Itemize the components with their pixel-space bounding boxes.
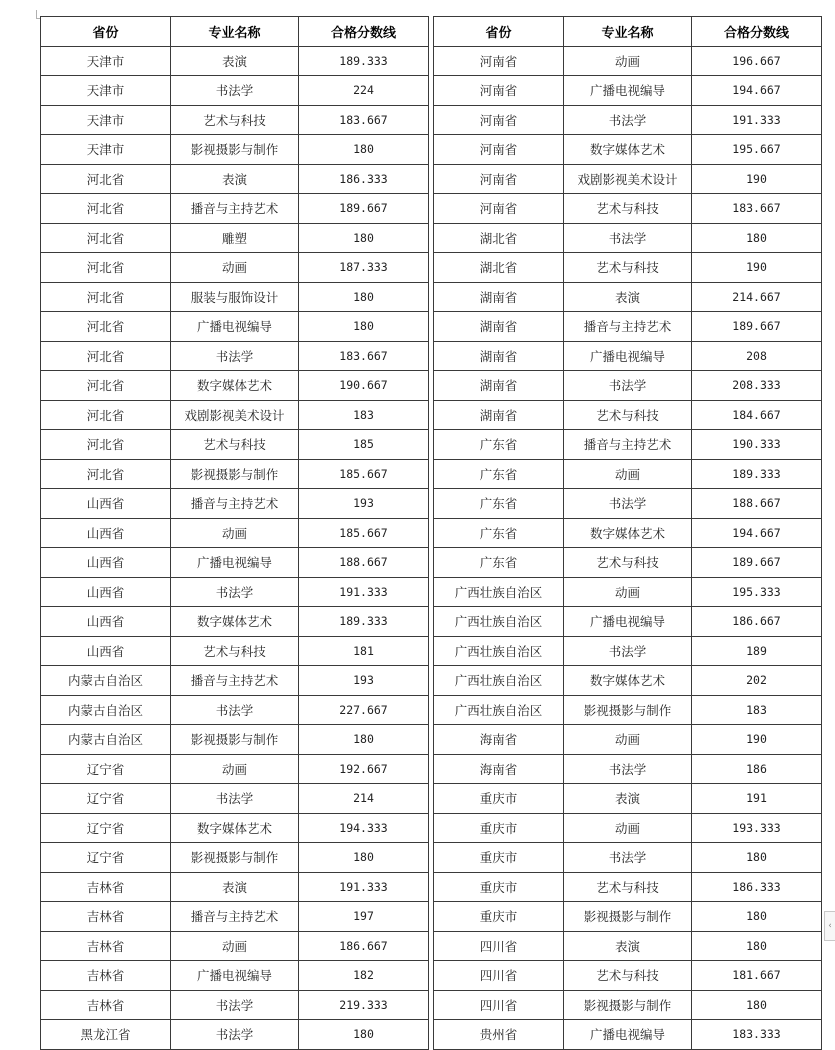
cell-province: 湖南省 xyxy=(434,371,564,401)
table-row xyxy=(41,341,429,371)
cell-score: 194.333 xyxy=(299,813,429,843)
cell-score: 202 xyxy=(692,666,822,696)
cell-major: 艺术与科技 xyxy=(564,194,692,224)
cell-province: 河北省 xyxy=(41,164,171,194)
cell-major: 书法学 xyxy=(564,489,692,519)
cell-score: 180 xyxy=(692,990,822,1020)
table-row xyxy=(434,518,822,548)
cell-score: 188.667 xyxy=(299,548,429,578)
cell-province: 天津市 xyxy=(41,76,171,106)
cell-major: 艺术与科技 xyxy=(171,430,299,460)
cell-province: 河北省 xyxy=(41,341,171,371)
cell-major: 播音与主持艺术 xyxy=(564,430,692,460)
table-row xyxy=(41,253,429,283)
cell-score: 193.333 xyxy=(692,813,822,843)
table-row xyxy=(434,341,822,371)
table-row xyxy=(41,636,429,666)
cell-province: 广西壮族自治区 xyxy=(434,577,564,607)
cell-province: 湖南省 xyxy=(434,282,564,312)
table-row xyxy=(434,961,822,991)
cell-major: 动画 xyxy=(171,931,299,961)
cell-major: 动画 xyxy=(171,518,299,548)
cell-score: 191.333 xyxy=(692,105,822,135)
cell-major: 表演 xyxy=(171,46,299,76)
table-row xyxy=(434,282,822,312)
table-row xyxy=(41,577,429,607)
table-row xyxy=(41,371,429,401)
cell-province: 广西壮族自治区 xyxy=(434,607,564,637)
score-table-right-body xyxy=(434,46,822,1049)
cell-province: 贵州省 xyxy=(434,1020,564,1050)
cell-province: 山西省 xyxy=(41,607,171,637)
cell-score: 183.667 xyxy=(692,194,822,224)
table-row xyxy=(41,282,429,312)
cell-province: 海南省 xyxy=(434,754,564,784)
table-row xyxy=(434,695,822,725)
cell-score: 180 xyxy=(299,843,429,873)
table-row xyxy=(41,1020,429,1050)
cell-major: 播音与主持艺术 xyxy=(564,312,692,342)
header-major: 专业名称 xyxy=(171,17,299,47)
cell-major: 动画 xyxy=(564,577,692,607)
cell-province: 重庆市 xyxy=(434,784,564,814)
cell-score: 187.333 xyxy=(299,253,429,283)
cell-province: 河北省 xyxy=(41,312,171,342)
cell-score: 182 xyxy=(299,961,429,991)
cell-score: 180 xyxy=(299,312,429,342)
cell-score: 189.333 xyxy=(299,46,429,76)
cell-province: 河北省 xyxy=(41,223,171,253)
table-row xyxy=(434,105,822,135)
cell-major: 艺术与科技 xyxy=(564,253,692,283)
cell-score: 195.667 xyxy=(692,135,822,165)
cell-province: 河北省 xyxy=(41,253,171,283)
cell-province: 海南省 xyxy=(434,725,564,755)
cell-province: 湖南省 xyxy=(434,400,564,430)
cell-score: 183 xyxy=(692,695,822,725)
cell-major: 表演 xyxy=(171,872,299,902)
cell-major: 书法学 xyxy=(564,843,692,873)
table-row xyxy=(434,607,822,637)
cell-major: 戏剧影视美术设计 xyxy=(171,400,299,430)
table-row xyxy=(434,725,822,755)
cell-major: 数字媒体艺术 xyxy=(564,135,692,165)
cell-major: 数字媒体艺术 xyxy=(564,666,692,696)
cell-score: 189.667 xyxy=(692,548,822,578)
cell-score: 188.667 xyxy=(692,489,822,519)
table-row xyxy=(434,577,822,607)
table-row xyxy=(434,990,822,1020)
cell-province: 河北省 xyxy=(41,282,171,312)
cell-province: 广西壮族自治区 xyxy=(434,636,564,666)
cell-province: 湖南省 xyxy=(434,341,564,371)
table-row xyxy=(41,990,429,1020)
cell-score: 183.333 xyxy=(692,1020,822,1050)
cell-province: 山西省 xyxy=(41,548,171,578)
cell-province: 河北省 xyxy=(41,400,171,430)
cell-major: 表演 xyxy=(564,784,692,814)
cell-major: 书法学 xyxy=(171,990,299,1020)
cell-major: 艺术与科技 xyxy=(171,105,299,135)
table-row xyxy=(434,902,822,932)
cell-province: 广东省 xyxy=(434,459,564,489)
table-row xyxy=(434,371,822,401)
cell-score: 191 xyxy=(692,784,822,814)
cell-province: 河南省 xyxy=(434,135,564,165)
cell-major: 艺术与科技 xyxy=(564,961,692,991)
cell-major: 书法学 xyxy=(564,754,692,784)
cell-score: 185 xyxy=(299,430,429,460)
cell-score: 186.333 xyxy=(692,872,822,902)
cell-major: 动画 xyxy=(564,725,692,755)
cell-score: 189.333 xyxy=(299,607,429,637)
cell-score: 181 xyxy=(299,636,429,666)
cell-major: 艺术与科技 xyxy=(564,872,692,902)
cell-score: 180 xyxy=(692,931,822,961)
cell-major: 播音与主持艺术 xyxy=(171,489,299,519)
cell-province: 广西壮族自治区 xyxy=(434,695,564,725)
score-table-right xyxy=(433,16,822,1050)
cell-province: 山西省 xyxy=(41,577,171,607)
cell-score: 180 xyxy=(692,223,822,253)
cell-score: 208.333 xyxy=(692,371,822,401)
table-row xyxy=(41,784,429,814)
cell-province: 吉林省 xyxy=(41,990,171,1020)
cell-major: 数字媒体艺术 xyxy=(171,607,299,637)
cell-major: 书法学 xyxy=(171,784,299,814)
table-row xyxy=(434,164,822,194)
cell-score: 180 xyxy=(692,902,822,932)
table-row xyxy=(434,194,822,224)
table-row xyxy=(41,518,429,548)
cell-major: 广播电视编导 xyxy=(171,312,299,342)
cell-score: 186.667 xyxy=(692,607,822,637)
cell-province: 重庆市 xyxy=(434,872,564,902)
cell-score: 180 xyxy=(299,223,429,253)
cell-major: 书法学 xyxy=(171,76,299,106)
cell-score: 180 xyxy=(299,282,429,312)
header-score: 合格分数线 xyxy=(692,17,822,47)
cell-major: 书法学 xyxy=(171,577,299,607)
cell-score: 194.667 xyxy=(692,76,822,106)
table-row xyxy=(41,695,429,725)
cell-province: 黑龙江省 xyxy=(41,1020,171,1050)
cell-major: 艺术与科技 xyxy=(564,548,692,578)
cell-province: 河南省 xyxy=(434,164,564,194)
cell-major: 播音与主持艺术 xyxy=(171,194,299,224)
table-row xyxy=(41,666,429,696)
table-row xyxy=(41,931,429,961)
table-row xyxy=(434,872,822,902)
table-row xyxy=(434,46,822,76)
table-row xyxy=(434,430,822,460)
cell-major: 广播电视编导 xyxy=(171,961,299,991)
cell-score: 190.333 xyxy=(692,430,822,460)
cell-major: 影视摄影与制作 xyxy=(564,695,692,725)
table-row xyxy=(41,194,429,224)
cell-score: 180 xyxy=(299,135,429,165)
cell-major: 影视摄影与制作 xyxy=(171,459,299,489)
cell-major: 广播电视编导 xyxy=(171,548,299,578)
cell-major: 影视摄影与制作 xyxy=(564,990,692,1020)
cell-score: 191.333 xyxy=(299,577,429,607)
table-row xyxy=(434,223,822,253)
cell-score: 189 xyxy=(692,636,822,666)
cell-province: 山西省 xyxy=(41,636,171,666)
table-row xyxy=(434,489,822,519)
table-row xyxy=(41,430,429,460)
cell-score: 190.667 xyxy=(299,371,429,401)
table-row xyxy=(41,902,429,932)
cell-major: 服装与服饰设计 xyxy=(171,282,299,312)
header-major: 专业名称 xyxy=(564,17,692,47)
score-table-left xyxy=(40,16,429,1050)
cell-major: 书法学 xyxy=(171,695,299,725)
cell-province: 广东省 xyxy=(434,548,564,578)
cell-score: 190 xyxy=(692,253,822,283)
cell-province: 四川省 xyxy=(434,990,564,1020)
cell-province: 内蒙古自治区 xyxy=(41,695,171,725)
cell-province: 山西省 xyxy=(41,489,171,519)
table-row xyxy=(434,312,822,342)
cell-major: 雕塑 xyxy=(171,223,299,253)
cell-score: 186 xyxy=(692,754,822,784)
cell-major: 播音与主持艺术 xyxy=(171,666,299,696)
cell-province: 河南省 xyxy=(434,194,564,224)
cell-major: 书法学 xyxy=(171,1020,299,1050)
score-table-left-body xyxy=(41,46,429,1049)
cell-province: 内蒙古自治区 xyxy=(41,725,171,755)
cell-score: 184.667 xyxy=(692,400,822,430)
cell-province: 天津市 xyxy=(41,135,171,165)
cell-province: 内蒙古自治区 xyxy=(41,666,171,696)
cell-province: 吉林省 xyxy=(41,931,171,961)
cell-score: 180 xyxy=(692,843,822,873)
table-row xyxy=(41,725,429,755)
table-row xyxy=(434,754,822,784)
cell-major: 数字媒体艺术 xyxy=(171,813,299,843)
table-row xyxy=(434,636,822,666)
table-row xyxy=(41,135,429,165)
table-row xyxy=(434,666,822,696)
table-row xyxy=(41,400,429,430)
cell-province: 河北省 xyxy=(41,430,171,460)
cell-major: 影视摄影与制作 xyxy=(171,843,299,873)
cell-major: 广播电视编导 xyxy=(564,76,692,106)
table-row xyxy=(41,607,429,637)
cell-major: 影视摄影与制作 xyxy=(171,725,299,755)
cell-major: 书法学 xyxy=(564,105,692,135)
cell-score: 227.667 xyxy=(299,695,429,725)
cell-major: 动画 xyxy=(564,813,692,843)
cell-score: 219.333 xyxy=(299,990,429,1020)
cell-province: 辽宁省 xyxy=(41,813,171,843)
table-row xyxy=(41,46,429,76)
cell-major: 戏剧影视美术设计 xyxy=(564,164,692,194)
side-collapse-tab[interactable]: ‹ xyxy=(824,911,835,941)
cell-major: 广播电视编导 xyxy=(564,1020,692,1050)
cell-major: 书法学 xyxy=(564,223,692,253)
cell-score: 180 xyxy=(299,725,429,755)
table-row xyxy=(41,164,429,194)
cell-score: 183.667 xyxy=(299,341,429,371)
header-row xyxy=(434,17,822,47)
table-row xyxy=(41,105,429,135)
cell-province: 河南省 xyxy=(434,46,564,76)
cell-score: 224 xyxy=(299,76,429,106)
cell-province: 辽宁省 xyxy=(41,754,171,784)
cell-major: 动画 xyxy=(564,46,692,76)
table-row xyxy=(434,253,822,283)
cell-province: 湖北省 xyxy=(434,253,564,283)
cell-score: 186.333 xyxy=(299,164,429,194)
header-province: 省份 xyxy=(41,17,171,47)
cell-score: 189.333 xyxy=(692,459,822,489)
table-row xyxy=(434,135,822,165)
cell-province: 广东省 xyxy=(434,518,564,548)
table-row xyxy=(434,459,822,489)
cell-major: 动画 xyxy=(171,754,299,784)
cell-province: 辽宁省 xyxy=(41,843,171,873)
cell-score: 193 xyxy=(299,666,429,696)
cell-province: 河北省 xyxy=(41,371,171,401)
cell-score: 190 xyxy=(692,725,822,755)
table-row xyxy=(41,548,429,578)
cell-province: 重庆市 xyxy=(434,813,564,843)
cell-score: 181.667 xyxy=(692,961,822,991)
table-row xyxy=(41,76,429,106)
table-row xyxy=(41,813,429,843)
table-row xyxy=(41,312,429,342)
cell-province: 湖南省 xyxy=(434,312,564,342)
cell-score: 190 xyxy=(692,164,822,194)
cell-major: 广播电视编导 xyxy=(564,607,692,637)
table-row xyxy=(434,76,822,106)
cell-province: 广西壮族自治区 xyxy=(434,666,564,696)
cell-score: 186.667 xyxy=(299,931,429,961)
table-row xyxy=(41,489,429,519)
table-row xyxy=(434,843,822,873)
cell-score: 183 xyxy=(299,400,429,430)
cell-score: 196.667 xyxy=(692,46,822,76)
cell-province: 河南省 xyxy=(434,105,564,135)
cell-major: 动画 xyxy=(564,459,692,489)
table-row xyxy=(434,548,822,578)
table-row xyxy=(41,961,429,991)
cell-province: 河南省 xyxy=(434,76,564,106)
table-row xyxy=(434,931,822,961)
cell-province: 广东省 xyxy=(434,489,564,519)
cell-score: 191.333 xyxy=(299,872,429,902)
cell-score: 183.667 xyxy=(299,105,429,135)
cell-province: 天津市 xyxy=(41,46,171,76)
cell-score: 208 xyxy=(692,341,822,371)
cell-score: 214 xyxy=(299,784,429,814)
cell-major: 书法学 xyxy=(171,341,299,371)
cell-province: 四川省 xyxy=(434,931,564,961)
cell-major: 表演 xyxy=(564,282,692,312)
cell-major: 播音与主持艺术 xyxy=(171,902,299,932)
table-row xyxy=(434,813,822,843)
header-score: 合格分数线 xyxy=(299,17,429,47)
cell-major: 影视摄影与制作 xyxy=(564,902,692,932)
cell-major: 数字媒体艺术 xyxy=(171,371,299,401)
cell-score: 192.667 xyxy=(299,754,429,784)
cell-major: 书法学 xyxy=(564,371,692,401)
header-row xyxy=(41,17,429,47)
cell-province: 河北省 xyxy=(41,194,171,224)
table-row xyxy=(434,400,822,430)
cell-province: 四川省 xyxy=(434,961,564,991)
cell-province: 吉林省 xyxy=(41,961,171,991)
table-row xyxy=(41,223,429,253)
cell-province: 广东省 xyxy=(434,430,564,460)
cell-major: 影视摄影与制作 xyxy=(171,135,299,165)
cell-score: 197 xyxy=(299,902,429,932)
cell-province: 天津市 xyxy=(41,105,171,135)
cell-score: 189.667 xyxy=(692,312,822,342)
cell-province: 河北省 xyxy=(41,459,171,489)
cell-province: 吉林省 xyxy=(41,902,171,932)
cell-score: 180 xyxy=(299,1020,429,1050)
table-row xyxy=(434,784,822,814)
cell-major: 广播电视编导 xyxy=(564,341,692,371)
cell-major: 艺术与科技 xyxy=(171,636,299,666)
cell-score: 194.667 xyxy=(692,518,822,548)
cell-major: 表演 xyxy=(564,931,692,961)
cell-score: 193 xyxy=(299,489,429,519)
table-row xyxy=(41,754,429,784)
cell-major: 艺术与科技 xyxy=(564,400,692,430)
cell-province: 辽宁省 xyxy=(41,784,171,814)
cell-province: 重庆市 xyxy=(434,843,564,873)
cell-score: 185.667 xyxy=(299,459,429,489)
cell-province: 重庆市 xyxy=(434,902,564,932)
cell-score: 189.667 xyxy=(299,194,429,224)
cell-score: 214.667 xyxy=(692,282,822,312)
table-row xyxy=(41,459,429,489)
cell-major: 动画 xyxy=(171,253,299,283)
table-row xyxy=(434,1020,822,1050)
cell-major: 表演 xyxy=(171,164,299,194)
cell-score: 185.667 xyxy=(299,518,429,548)
cell-score: 195.333 xyxy=(692,577,822,607)
cell-province: 吉林省 xyxy=(41,872,171,902)
header-province: 省份 xyxy=(434,17,564,47)
cell-major: 书法学 xyxy=(564,636,692,666)
table-row xyxy=(41,843,429,873)
cell-province: 山西省 xyxy=(41,518,171,548)
cell-major: 数字媒体艺术 xyxy=(564,518,692,548)
cell-province: 湖北省 xyxy=(434,223,564,253)
table-row xyxy=(41,872,429,902)
